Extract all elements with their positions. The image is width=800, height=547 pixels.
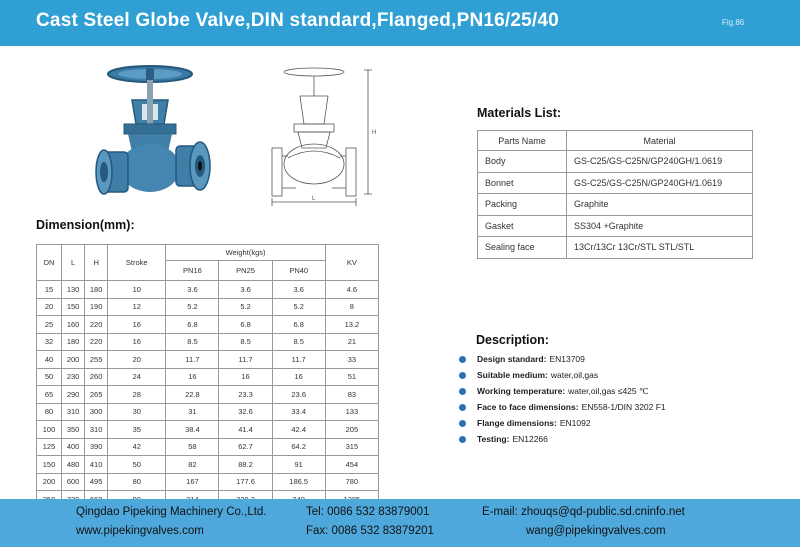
footer-website[interactable]: www.pipekingvalves.com xyxy=(76,525,204,537)
table-cell: 32.6 xyxy=(219,403,272,421)
part-name-cell: Gasket xyxy=(478,215,567,237)
table-cell: 454 xyxy=(325,456,378,474)
table-cell: 150 xyxy=(37,456,62,474)
description-key: Face to face dimensions: xyxy=(477,402,579,412)
table-row xyxy=(37,421,379,439)
table-cell: 88.2 xyxy=(219,456,272,474)
table-cell: 25 xyxy=(37,316,62,334)
table-cell: 310 xyxy=(62,403,85,421)
table-cell: 5.2 xyxy=(272,298,325,316)
description-key: Suitable medium: xyxy=(477,370,548,380)
bullet-icon xyxy=(459,388,466,395)
valve-product-image xyxy=(88,60,228,210)
bullet-icon xyxy=(459,420,466,427)
table-cell: 186.5 xyxy=(272,473,325,491)
footer-email: E-mail: zhouqs@qd-public.sd.cninfo.net xyxy=(482,506,685,518)
description-item xyxy=(459,399,666,415)
material-cell: GS-C25/GS-C25N/GP240GH/1.0619 xyxy=(567,151,753,173)
materials-header-material: Material xyxy=(567,131,753,151)
description-key: Testing: xyxy=(477,434,510,444)
table-cell: 80 xyxy=(37,403,62,421)
table-cell: 177.6 xyxy=(219,473,272,491)
table-cell: 8.5 xyxy=(272,333,325,351)
valve-technical-drawing xyxy=(266,60,390,210)
table-cell: 495 xyxy=(85,473,108,491)
materials-row xyxy=(478,215,753,237)
table-cell: 15 xyxy=(37,281,62,299)
description-list xyxy=(459,351,666,447)
table-cell: 42.4 xyxy=(272,421,325,439)
description-item xyxy=(459,367,666,383)
part-name-cell: Packing xyxy=(478,194,567,216)
footer-tel: Tel: 0086 532 83879001 xyxy=(306,506,430,518)
table-cell: 33.4 xyxy=(272,403,325,421)
table-cell: 30 xyxy=(108,403,166,421)
table-cell: 6.8 xyxy=(166,316,219,334)
table-cell: 38.4 xyxy=(166,421,219,439)
material-cell: Graphite xyxy=(567,194,753,216)
part-name-cell: Sealing face xyxy=(478,237,567,259)
table-cell: 62.7 xyxy=(219,438,272,456)
materials-table-body xyxy=(478,151,753,259)
table-cell: 6.8 xyxy=(219,316,272,334)
table-cell: 12 xyxy=(108,298,166,316)
table-cell: 11.7 xyxy=(219,351,272,369)
material-cell: GS-C25/GS-C25N/GP240GH/1.0619 xyxy=(567,172,753,194)
table-cell: 350 xyxy=(62,421,85,439)
table-cell: 167 xyxy=(166,473,219,491)
table-row xyxy=(37,368,379,386)
table-cell: 8.5 xyxy=(219,333,272,351)
table-row xyxy=(37,281,379,299)
materials-title: Materials List: xyxy=(477,106,562,120)
table-cell: 22.8 xyxy=(166,386,219,404)
col-header-stroke: Stroke xyxy=(108,245,166,281)
table-cell: 40 xyxy=(37,351,62,369)
table-cell: 91 xyxy=(272,456,325,474)
table-cell: 205 xyxy=(325,421,378,439)
description-item xyxy=(459,351,666,367)
table-cell: 82 xyxy=(166,456,219,474)
footer-fax: Fax: 0086 532 83879201 xyxy=(306,525,434,537)
table-cell: 33 xyxy=(325,351,378,369)
table-cell: 51 xyxy=(325,368,378,386)
footer-email-secondary[interactable]: wang@pipekingvalves.com xyxy=(526,525,666,537)
table-cell: 11.7 xyxy=(272,351,325,369)
table-cell: 31 xyxy=(166,403,219,421)
table-cell: 600 xyxy=(62,473,85,491)
col-header-pn25: PN25 xyxy=(219,261,272,281)
col-header-dn: DN xyxy=(37,245,62,281)
part-name-cell: Body xyxy=(478,151,567,173)
table-cell: 160 xyxy=(62,316,85,334)
page-footer xyxy=(0,499,800,547)
description-value: EN12266 xyxy=(512,434,548,444)
materials-header-part: Parts Name xyxy=(478,131,567,151)
table-cell: 65 xyxy=(37,386,62,404)
description-key: Working temperature: xyxy=(477,386,566,396)
description-item xyxy=(459,415,666,431)
table-cell: 50 xyxy=(108,456,166,474)
table-cell: 220 xyxy=(85,333,108,351)
col-header-weight: Weight(kgs) xyxy=(166,245,325,261)
table-cell: 50 xyxy=(37,368,62,386)
table-cell: 265 xyxy=(85,386,108,404)
bullet-icon xyxy=(459,404,466,411)
table-cell: 310 xyxy=(85,421,108,439)
table-cell: 8.5 xyxy=(166,333,219,351)
table-row xyxy=(37,438,379,456)
table-cell: 255 xyxy=(85,351,108,369)
page-title: Cast Steel Globe Valve,DIN standard,Flanged,PN16/25/40 xyxy=(36,10,559,31)
table-cell: 150 xyxy=(62,298,85,316)
materials-row xyxy=(478,172,753,194)
table-row xyxy=(37,473,379,491)
table-cell: 64.2 xyxy=(272,438,325,456)
table-cell: 16 xyxy=(108,333,166,351)
table-cell: 3.6 xyxy=(166,281,219,299)
description-key: Flange dimensions: xyxy=(477,418,557,428)
table-cell: 28 xyxy=(108,386,166,404)
table-cell: 58 xyxy=(166,438,219,456)
description-value: EN1092 xyxy=(559,418,591,428)
material-cell: SS304 +Graphite xyxy=(567,215,753,237)
table-cell: 21 xyxy=(325,333,378,351)
table-cell: 6.8 xyxy=(272,316,325,334)
table-cell: 10 xyxy=(108,281,166,299)
table-cell: 260 xyxy=(85,368,108,386)
table-cell: 5.2 xyxy=(166,298,219,316)
col-header-kv: KV xyxy=(325,245,378,281)
table-cell: 23.6 xyxy=(272,386,325,404)
table-cell: 780 xyxy=(325,473,378,491)
materials-table xyxy=(477,130,753,259)
table-cell: 200 xyxy=(62,351,85,369)
table-cell: 410 xyxy=(85,456,108,474)
table-cell: 3.6 xyxy=(219,281,272,299)
table-cell: 133 xyxy=(325,403,378,421)
table-cell: 100 xyxy=(37,421,62,439)
col-header-pn40: PN40 xyxy=(272,261,325,281)
table-cell: 32 xyxy=(37,333,62,351)
table-cell: 8 xyxy=(325,298,378,316)
table-cell: 16 xyxy=(219,368,272,386)
dimension-table-body xyxy=(37,281,379,509)
table-cell: 11.7 xyxy=(166,351,219,369)
table-cell: 42 xyxy=(108,438,166,456)
table-cell: 180 xyxy=(62,333,85,351)
description-item xyxy=(459,383,666,399)
table-cell: 220 xyxy=(85,316,108,334)
table-cell: 80 xyxy=(108,473,166,491)
table-cell: 180 xyxy=(85,281,108,299)
footer-company: Qingdao Pipeking Machinery Co.,Ltd. xyxy=(76,506,267,518)
table-cell: 230 xyxy=(62,368,85,386)
table-cell: 480 xyxy=(62,456,85,474)
table-cell: 190 xyxy=(85,298,108,316)
description-item xyxy=(459,431,666,447)
col-header-l: L xyxy=(62,245,85,281)
bullet-icon xyxy=(459,372,466,379)
table-cell: 130 xyxy=(62,281,85,299)
bullet-icon xyxy=(459,436,466,443)
table-cell: 3.6 xyxy=(272,281,325,299)
col-header-pn16: PN16 xyxy=(166,261,219,281)
page-header xyxy=(0,0,800,46)
dimension-table xyxy=(36,244,379,509)
description-title: Description: xyxy=(476,333,549,347)
description-value: water,oil,gas ≤425 ℃ xyxy=(568,385,649,396)
table-cell: 390 xyxy=(85,438,108,456)
bullet-icon xyxy=(459,356,466,363)
table-cell: 290 xyxy=(62,386,85,404)
description-value: EN558-1/DIN 3202 F1 xyxy=(581,402,666,412)
figure-number: Fig.86 xyxy=(722,18,745,27)
table-row xyxy=(37,333,379,351)
description-value: EN13709 xyxy=(549,354,585,364)
table-cell: 4.6 xyxy=(325,281,378,299)
table-cell: 20 xyxy=(108,351,166,369)
materials-row xyxy=(478,151,753,173)
table-cell: 400 xyxy=(62,438,85,456)
table-cell: 83 xyxy=(325,386,378,404)
table-cell: 16 xyxy=(108,316,166,334)
table-cell: 35 xyxy=(108,421,166,439)
table-cell: 16 xyxy=(166,368,219,386)
table-row xyxy=(37,351,379,369)
table-cell: 5.2 xyxy=(219,298,272,316)
table-cell: 41.4 xyxy=(219,421,272,439)
description-value: water,oil,gas xyxy=(550,370,599,380)
table-cell: 200 xyxy=(37,473,62,491)
col-header-h: H xyxy=(85,245,108,281)
part-name-cell: Bonnet xyxy=(478,172,567,194)
table-row xyxy=(37,298,379,316)
dimension-title: Dimension(mm): xyxy=(36,218,135,232)
table-row xyxy=(37,456,379,474)
table-cell: 300 xyxy=(85,403,108,421)
table-cell: 20 xyxy=(37,298,62,316)
table-row xyxy=(37,316,379,334)
height-label: H xyxy=(372,130,377,136)
table-cell: 125 xyxy=(37,438,62,456)
table-cell: 16 xyxy=(272,368,325,386)
description-key: Design standard: xyxy=(477,354,547,364)
table-cell: 24 xyxy=(108,368,166,386)
material-cell: 13Cr/13Cr 13Cr/STL STL/STL xyxy=(567,237,753,259)
table-cell: 13.2 xyxy=(325,316,378,334)
materials-row xyxy=(478,194,753,216)
length-label: L xyxy=(312,196,316,202)
materials-row xyxy=(478,237,753,259)
table-row xyxy=(37,403,379,421)
table-row xyxy=(37,386,379,404)
table-cell: 23.3 xyxy=(219,386,272,404)
table-cell: 315 xyxy=(325,438,378,456)
